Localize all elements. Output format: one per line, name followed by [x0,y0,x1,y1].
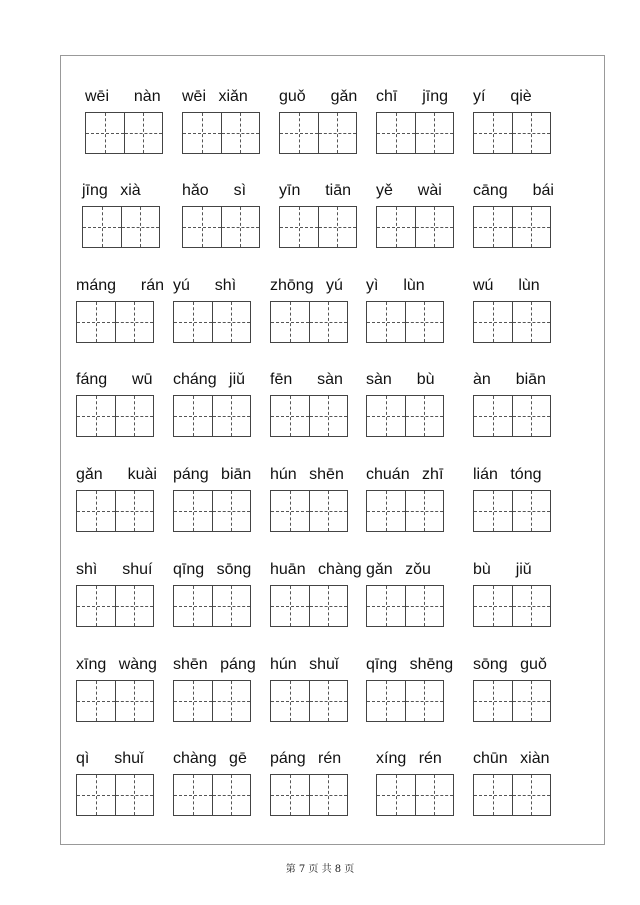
tianzige-cell[interactable] [183,207,221,247]
tianzige-cell[interactable] [280,113,318,153]
tianzige-cell[interactable] [309,396,348,436]
pinyin-label: sōng guǒ [473,656,547,673]
writing-grid[interactable] [82,206,160,248]
tianzige-cell[interactable] [512,491,551,531]
pinyin-label: wú lùn [473,277,540,294]
tianzige-cell[interactable] [309,775,348,815]
tianzige-cell[interactable] [77,302,115,342]
pinyin-label: chuán zhī [366,466,444,483]
writing-grid[interactable] [366,395,444,437]
tianzige-cell[interactable] [474,302,512,342]
pinyin-label: wēi xiǎn [182,88,248,105]
tianzige-cell[interactable] [474,491,512,531]
tianzige-cell[interactable] [512,302,551,342]
tianzige-cell[interactable] [121,207,160,247]
tianzige-cell[interactable] [271,491,309,531]
tianzige-cell[interactable] [271,775,309,815]
tianzige-cell[interactable] [174,396,212,436]
writing-grid[interactable] [182,112,260,154]
writing-grid[interactable] [173,301,251,343]
tianzige-cell[interactable] [271,302,309,342]
tianzige-cell[interactable] [474,113,512,153]
writing-grid[interactable] [76,585,154,627]
tianzige-cell[interactable] [367,586,405,626]
tianzige-cell[interactable] [474,207,512,247]
writing-grid[interactable] [85,112,163,154]
writing-grid[interactable] [173,680,251,722]
tianzige-cell[interactable] [377,775,415,815]
tianzige-cell[interactable] [212,302,251,342]
writing-grid[interactable] [270,680,348,722]
pinyin-label: yě wài [376,182,442,199]
writing-grid[interactable] [473,585,551,627]
tianzige-cell[interactable] [405,586,444,626]
writing-grid[interactable] [366,490,444,532]
writing-grid[interactable] [473,680,551,722]
tianzige-cell[interactable] [405,681,444,721]
writing-grid[interactable] [473,774,551,816]
writing-grid[interactable] [366,301,444,343]
tianzige-cell[interactable] [405,491,444,531]
pinyin-label: qīng sōng [173,561,252,578]
writing-grid[interactable] [473,301,551,343]
writing-grid[interactable] [473,490,551,532]
tianzige-cell[interactable] [367,491,405,531]
tianzige-cell[interactable] [212,586,251,626]
tianzige-cell[interactable] [415,775,454,815]
pinyin-label: hún shēn [270,466,344,483]
writing-grid[interactable] [270,301,348,343]
pinyin-label: cāng bái [473,182,554,199]
tianzige-cell[interactable] [183,113,221,153]
writing-grid[interactable] [376,206,454,248]
writing-grid[interactable] [270,585,348,627]
pinyin-label: bù jiǔ [473,561,532,578]
pinyin-label: qì shuǐ [76,750,144,767]
tianzige-cell[interactable] [309,302,348,342]
tianzige-cell[interactable] [77,586,115,626]
pinyin-label: huān chàng [270,561,362,578]
tianzige-cell[interactable] [377,207,415,247]
tianzige-cell[interactable] [512,396,551,436]
tianzige-cell[interactable] [280,207,318,247]
writing-grid[interactable] [76,680,154,722]
pinyin-label: chàng gē [173,750,247,767]
tianzige-cell[interactable] [124,113,163,153]
writing-grid[interactable] [473,395,551,437]
pinyin-label: fáng wū [76,371,153,388]
tianzige-cell[interactable] [415,207,454,247]
writing-grid[interactable] [76,490,154,532]
tianzige-cell[interactable] [83,207,121,247]
tianzige-cell[interactable] [115,775,154,815]
pinyin-label: chūn xiàn [473,750,550,767]
tianzige-cell[interactable] [474,396,512,436]
writing-grid[interactable] [173,585,251,627]
tianzige-cell[interactable] [512,681,551,721]
tianzige-cell[interactable] [77,775,115,815]
writing-grid[interactable] [76,774,154,816]
pinyin-label: yīn tiān [279,182,352,199]
writing-grid[interactable] [76,395,154,437]
tianzige-cell[interactable] [318,113,357,153]
tianzige-cell[interactable] [367,302,405,342]
tianzige-cell[interactable] [174,681,212,721]
pinyin-label: qīng shēng [366,656,454,673]
pinyin-label: hǎo sì [182,182,247,199]
pinyin-label: xīng wàng [76,656,157,673]
tianzige-cell[interactable] [212,775,251,815]
tianzige-cell[interactable] [77,491,115,531]
pinyin-label: shì shuí [76,561,153,578]
tianzige-cell[interactable] [77,681,115,721]
tianzige-cell[interactable] [474,681,512,721]
tianzige-cell[interactable] [174,775,212,815]
tianzige-cell[interactable] [415,113,454,153]
tianzige-cell[interactable] [309,491,348,531]
tianzige-cell[interactable] [309,586,348,626]
writing-grid[interactable] [279,206,357,248]
tianzige-cell[interactable] [115,302,154,342]
writing-grid[interactable] [173,490,251,532]
pinyin-label: yì lùn [366,277,425,294]
tianzige-cell[interactable] [174,586,212,626]
tianzige-cell[interactable] [367,396,405,436]
tianzige-cell[interactable] [377,113,415,153]
tianzige-cell[interactable] [212,491,251,531]
pinyin-label: wēi nàn [85,88,161,105]
pinyin-label: fēn sàn [270,371,343,388]
tianzige-cell[interactable] [271,586,309,626]
writing-grid[interactable] [473,112,551,154]
tianzige-cell[interactable] [405,302,444,342]
pinyin-label: àn biān [473,371,546,388]
tianzige-cell[interactable] [77,396,115,436]
page-border [60,55,605,845]
pinyin-label: gǎn kuài [76,466,157,483]
tianzige-cell[interactable] [474,586,512,626]
pinyin-label: chī jīng [376,88,449,105]
pinyin-label: jīng xià [82,182,141,199]
tianzige-cell[interactable] [512,207,551,247]
pinyin-label: gǎn zǒu [366,561,431,578]
tianzige-cell[interactable] [212,681,251,721]
tianzige-cell[interactable] [86,113,124,153]
tianzige-cell[interactable] [115,396,154,436]
writing-grid[interactable] [376,774,454,816]
pinyin-label: yí qiè [473,88,532,105]
pinyin-label: xíng rén [376,750,442,767]
writing-grid[interactable] [366,585,444,627]
tianzige-cell[interactable] [512,775,551,815]
tianzige-cell[interactable] [115,681,154,721]
tianzige-cell[interactable] [115,586,154,626]
pinyin-label: shēn páng [173,656,256,673]
writing-grid[interactable] [173,395,251,437]
pinyin-label: guǒ gǎn [279,88,358,105]
pinyin-label: lián tóng [473,466,542,483]
writing-grid[interactable] [270,774,348,816]
pinyin-label: zhōng yú [270,277,343,294]
tianzige-cell[interactable] [474,775,512,815]
writing-grid[interactable] [366,680,444,722]
tianzige-cell[interactable] [318,207,357,247]
tianzige-cell[interactable] [512,586,551,626]
pinyin-label: sàn bù [366,371,435,388]
pinyin-label: hún shuǐ [270,656,339,673]
writing-grid[interactable] [270,490,348,532]
writing-grid[interactable] [376,112,454,154]
writing-grid[interactable] [279,112,357,154]
tianzige-cell[interactable] [512,113,551,153]
pinyin-label: páng rén [270,750,342,767]
pinyin-label: páng biān [173,466,252,483]
writing-grid[interactable] [473,206,551,248]
tianzige-cell[interactable] [271,396,309,436]
tianzige-cell[interactable] [309,681,348,721]
writing-grid[interactable] [182,206,260,248]
tianzige-cell[interactable] [174,302,212,342]
writing-grid[interactable] [76,301,154,343]
writing-grid[interactable] [270,395,348,437]
tianzige-cell[interactable] [212,396,251,436]
page-footer: 第 7 页 共 8 页 [285,864,355,875]
tianzige-cell[interactable] [405,396,444,436]
tianzige-cell[interactable] [115,491,154,531]
tianzige-cell[interactable] [221,207,260,247]
tianzige-cell[interactable] [271,681,309,721]
tianzige-cell[interactable] [174,491,212,531]
pinyin-label: máng rán [76,277,165,294]
tianzige-cell[interactable] [221,113,260,153]
pinyin-label: yú shì [173,277,237,294]
writing-grid[interactable] [173,774,251,816]
tianzige-cell[interactable] [367,681,405,721]
pinyin-label: cháng jiǔ [173,371,246,388]
